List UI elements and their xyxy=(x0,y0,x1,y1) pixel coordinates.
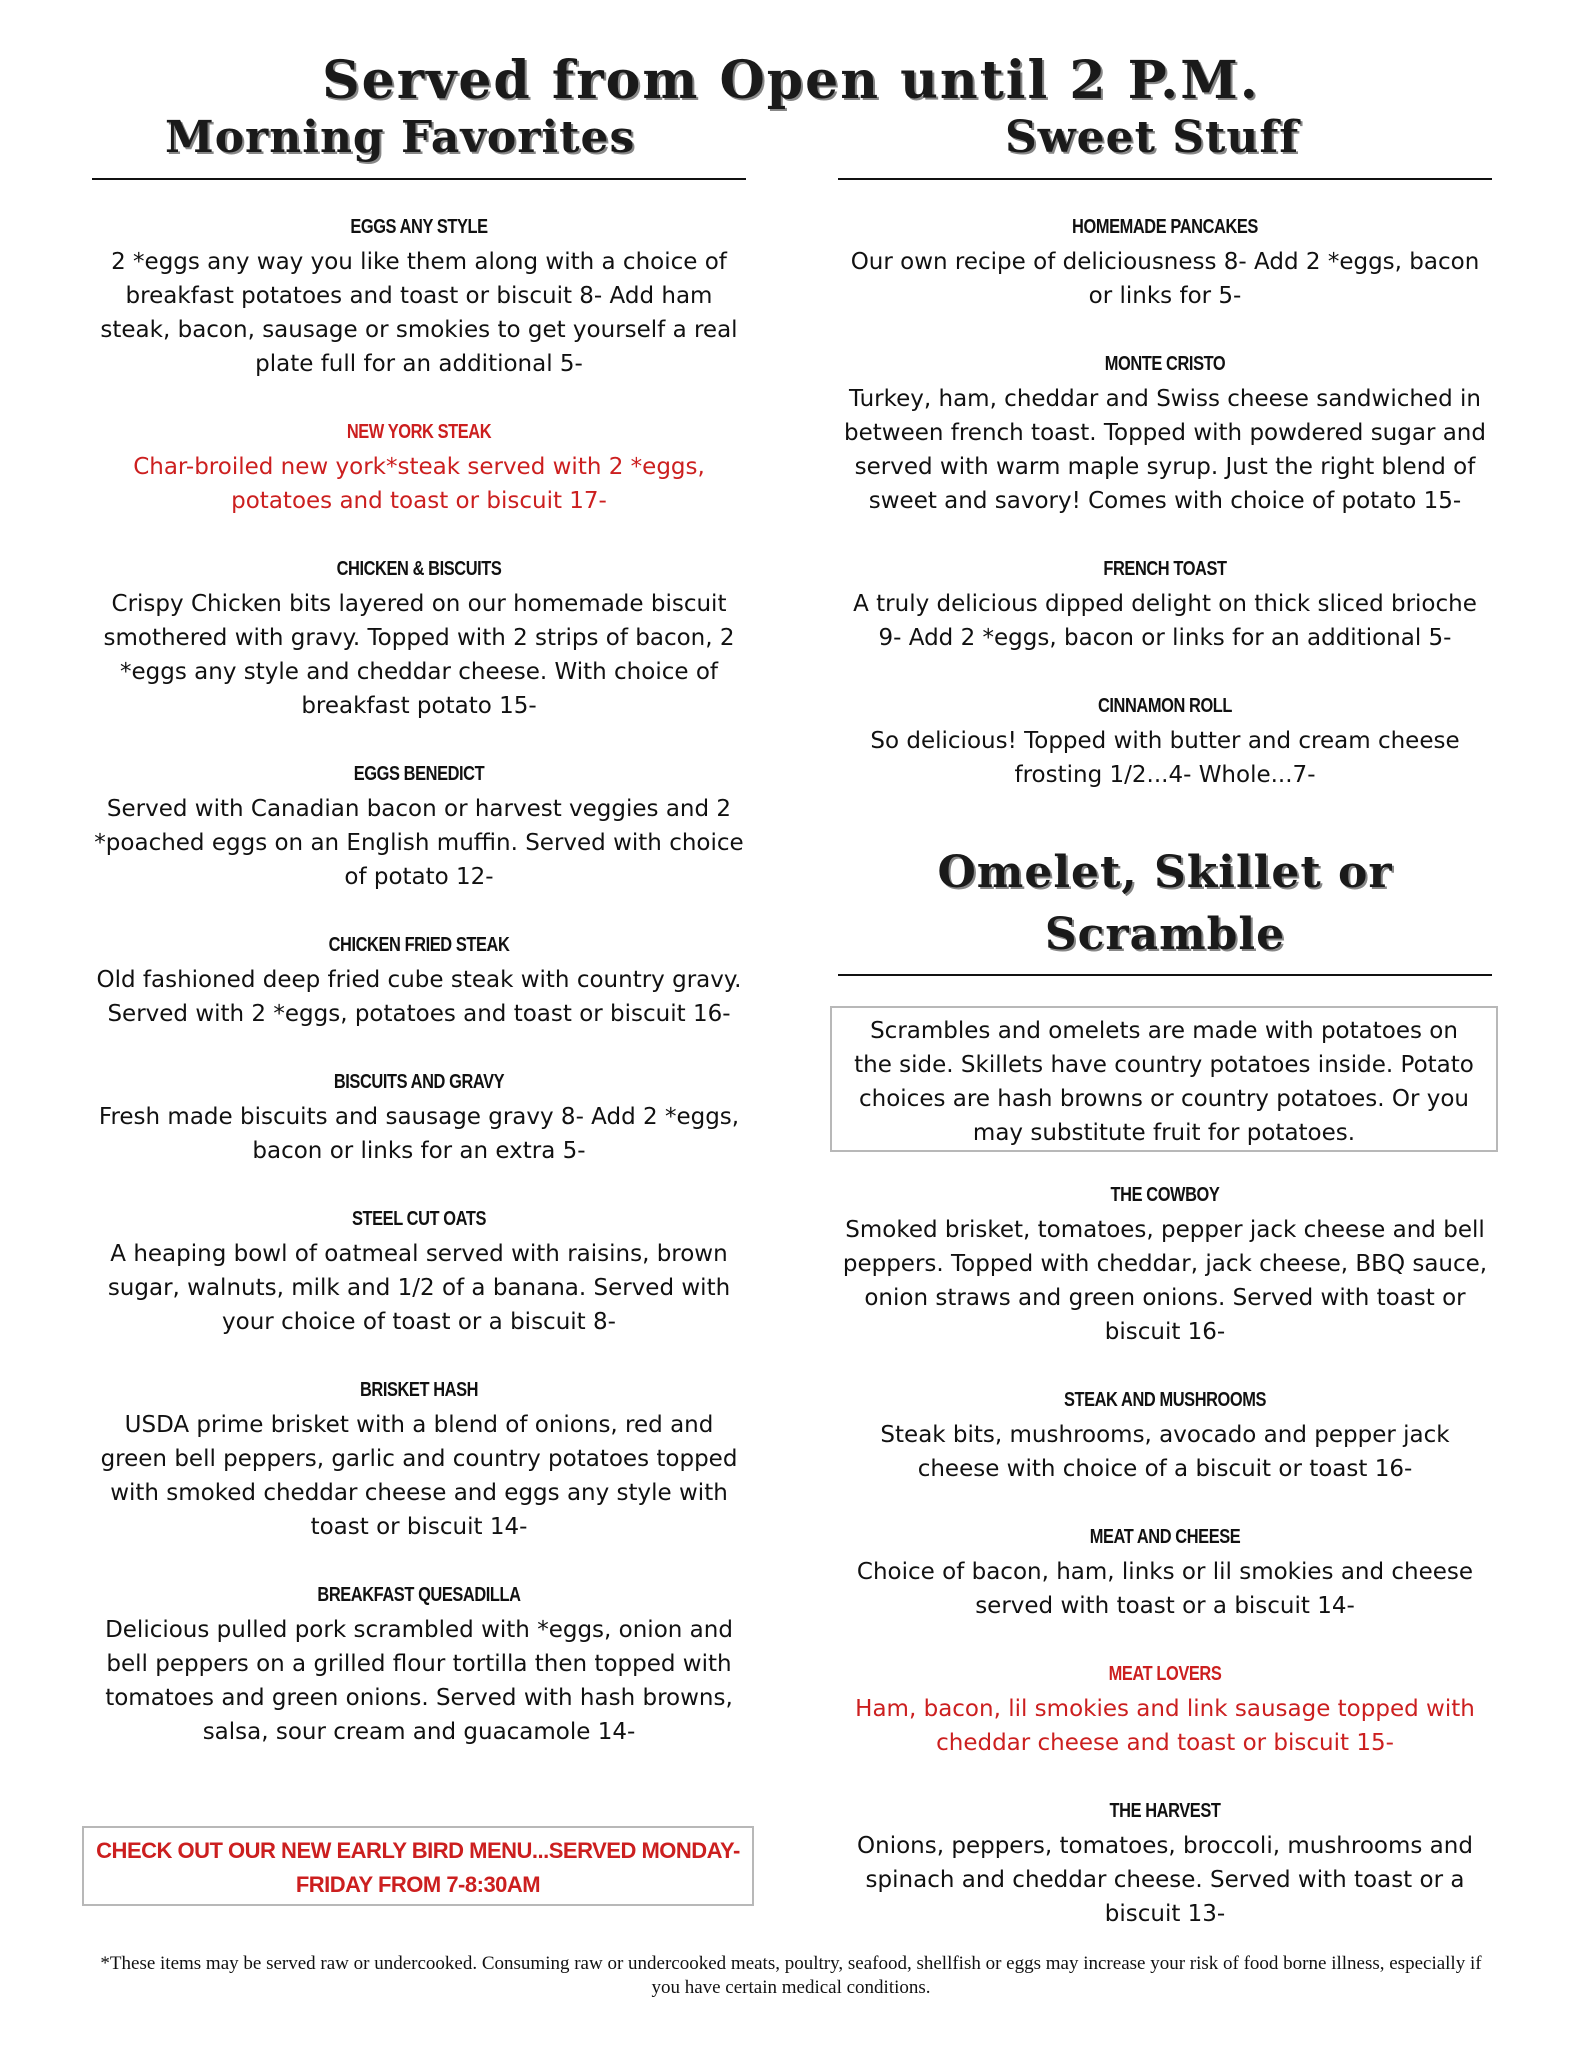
item-title: MEAT LOVERS xyxy=(1108,1663,1222,1685)
item-title: CINNAMON ROLL xyxy=(1097,695,1233,717)
item-desc: USDA prime brisket with a blend of onions, red and green bell peppers, garlic and country potatoes topped with smoked cheddar cheese and eggs any style with toast or biscuit 14- xyxy=(100,1412,738,1540)
heading-sweet-stuff: Sweet Stuff xyxy=(1005,112,1300,163)
item-title: THE HARVEST xyxy=(1109,1800,1221,1822)
page-banner: Served from Open until 2 P.M. xyxy=(322,50,1260,111)
item-title: STEAK AND MUSHROOMS xyxy=(1063,1389,1267,1411)
heading-morning-favorites: Morning Favorites xyxy=(165,112,636,163)
menu-item-steak-and-mushrooms xyxy=(838,1389,1492,1486)
item-desc: So delicious! Topped with butter and cream cheese frosting 1/2...4- Whole...7- xyxy=(870,728,1460,788)
menu-item-french-toast xyxy=(838,558,1492,655)
rule-left xyxy=(92,178,746,180)
item-title: NEW YORK STEAK xyxy=(346,421,492,443)
column-omelets xyxy=(838,1184,1492,1971)
item-title: MONTE CRISTO xyxy=(1104,353,1226,375)
item-title: BREAKFAST QUESADILLA xyxy=(317,1584,521,1606)
item-desc: Char-broiled new york*steak served with 2 *eggs, potatoes and toast or biscuit 17- xyxy=(133,454,705,514)
menu-item-homemade-pancakes xyxy=(838,216,1492,313)
item-title: STEEL CUT OATS xyxy=(352,1208,486,1230)
rule-omelet xyxy=(838,974,1492,976)
heading-omelet-skillet-scramble: Omelet, Skillet or Scramble xyxy=(937,847,1393,960)
menu-item-meat-lovers xyxy=(838,1663,1492,1760)
item-desc: Old fashioned deep fried cube steak with country gravy. Served with 2 *eggs, potatoes and toast or biscuit 16- xyxy=(96,967,742,1027)
item-title: EGGS BENEDICT xyxy=(353,763,485,785)
menu-item-chicken-fried-steak xyxy=(92,934,746,1031)
column-sweet-stuff xyxy=(838,216,1492,832)
menu-item-breakfast-quesadilla xyxy=(92,1584,746,1749)
item-desc: Served with Canadian bacon or harvest veggies and 2 *poached eggs on an English muffin. Served with choice of potato 12- xyxy=(94,796,744,890)
item-title: CHICKEN & BISCUITS xyxy=(336,558,502,580)
item-desc: A heaping bowl of oatmeal served with raisins, brown sugar, walnuts, milk and 1/2 of a banana. Served with your choice of toast or a biscuit 8- xyxy=(107,1241,731,1335)
menu-item-steel-cut-oats xyxy=(92,1208,746,1339)
menu-item-biscuits-and-gravy xyxy=(92,1071,746,1168)
menu-item-eggs-any-style xyxy=(92,216,746,381)
item-desc: Our own recipe of deliciousness 8- Add 2 *eggs, bacon or links for 5- xyxy=(850,249,1480,309)
item-title: MEAT AND CHEESE xyxy=(1089,1526,1241,1548)
menu-item-brisket-hash xyxy=(92,1379,746,1544)
menu-item-the-harvest xyxy=(838,1800,1492,1931)
item-desc: Smoked brisket, tomatoes, pepper jack cheese and bell peppers. Topped with cheddar, jack cheese, BBQ sauce, onion straws and green onions. Served with toast or biscuit 16- xyxy=(842,1217,1488,1345)
item-desc: A truly delicious dipped delight on thick sliced brioche 9- Add 2 *eggs, bacon or links for an additional 5- xyxy=(853,591,1477,651)
rule-right xyxy=(838,178,1492,180)
menu-item-chicken-biscuits xyxy=(92,558,746,723)
menu-item-meat-and-cheese xyxy=(838,1526,1492,1623)
item-title: HOMEMADE PANCAKES xyxy=(1072,216,1258,238)
item-desc: Crispy Chicken bits layered on our homemade biscuit smothered with gravy. Topped with 2 strips of bacon, 2 *eggs any style and cheddar cheese. With choice of breakfast potato 15- xyxy=(103,591,735,719)
item-desc: Delicious pulled pork scrambled with *eggs, onion and bell peppers on a grilled flour tortilla then topped with tomatoes and green onions. Served with hash browns, salsa, sour cream and guacamole 14- xyxy=(105,1617,733,1745)
item-title: BRISKET HASH xyxy=(359,1379,479,1401)
early-bird-notice: CHECK OUT OUR NEW EARLY BIRD MENU...SERVED MONDAY-FRIDAY FROM 7-8:30AM xyxy=(82,1826,754,1906)
item-desc: Onions, peppers, tomatoes, broccoli, mushrooms and spinach and cheddar cheese. Served with toast or a biscuit 13- xyxy=(857,1833,1473,1927)
item-desc: Ham, bacon, lil smokies and link sausage topped with cheddar cheese and toast or biscuit 15- xyxy=(855,1696,1475,1756)
item-title: EGGS ANY STYLE xyxy=(350,216,488,238)
item-desc: Fresh made biscuits and sausage gravy 8- Add 2 *eggs, bacon or links for an extra 5- xyxy=(98,1104,740,1164)
menu-item-monte-cristo xyxy=(838,353,1492,518)
item-desc: Turkey, ham, cheddar and Swiss cheese sandwiched in between french toast. Topped with powdered sugar and served with warm maple syrup. Just the right blend of sweet and savory! Comes with choice of potato 15- xyxy=(843,386,1486,514)
menu-item-cinnamon-roll xyxy=(838,695,1492,792)
item-desc: Steak bits, mushrooms, avocado and pepper jack cheese with choice of a biscuit or toast 16- xyxy=(880,1422,1450,1482)
menu-item-new-york-steak xyxy=(92,421,746,518)
item-desc: Choice of bacon, ham, links or lil smokies and cheese served with toast or a biscuit 14- xyxy=(856,1559,1474,1619)
item-title: CHICKEN FRIED STEAK xyxy=(328,934,510,956)
menu-item-eggs-benedict xyxy=(92,763,746,894)
item-title: BISCUITS AND GRAVY xyxy=(333,1071,505,1093)
item-desc: 2 *eggs any way you like them along with a choice of breakfast potatoes and toast or biscuit 8- Add ham steak, bacon, sausage or smokies to get yourself a real plate full for an additional 5- xyxy=(100,249,738,377)
potato-note-box: Scrambles and omelets are made with potatoes on the side. Skillets have country potatoes inside. Potato choices are hash browns or country potatoes. Or you may substitute fruit for potatoes. xyxy=(830,1006,1498,1152)
menu-item-the-cowboy xyxy=(838,1184,1492,1349)
column-morning-favorites xyxy=(92,216,746,1789)
item-title: THE COWBOY xyxy=(1110,1184,1220,1206)
raw-food-disclaimer: *These items may be served raw or undercooked. Consuming raw or undercooked meats, poultry, seafood, shellfish or eggs may increase your risk of food borne illness, especially if you have certain medical conditions. xyxy=(100,1953,1482,1998)
item-title: FRENCH TOAST xyxy=(1103,558,1227,580)
